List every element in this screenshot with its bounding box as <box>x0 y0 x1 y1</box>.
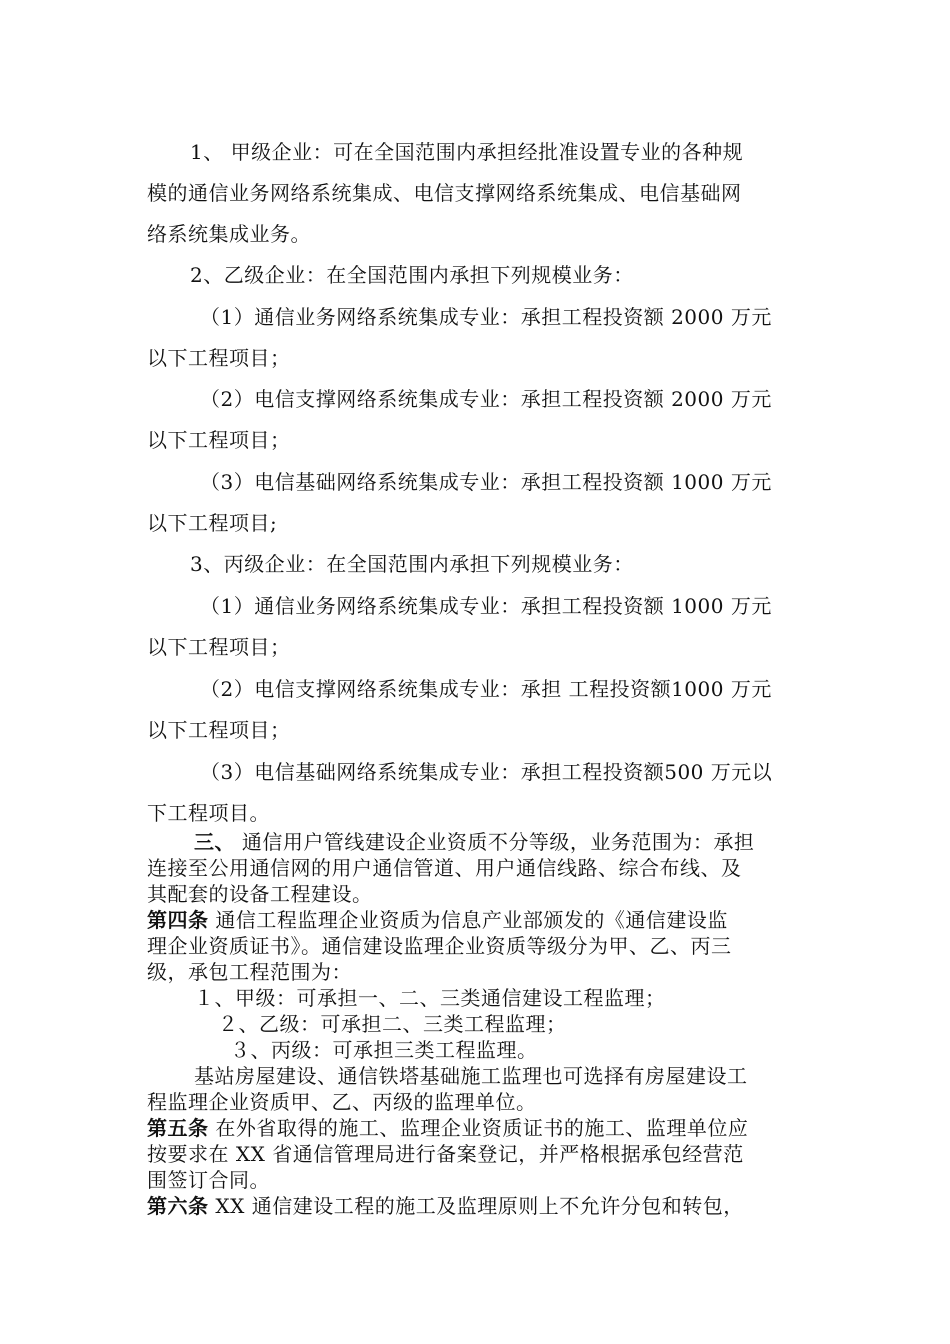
article-four-line-2: 理企业资质证书》。通信建设监理企业资质等级分为甲、乙、丙三 <box>147 934 732 958</box>
section-three-text: 通信用户管线建设企业资质不分等级，业务范围为：承担 <box>235 830 755 854</box>
section-three-line-3: 其配套的设备工程建设。 <box>147 882 373 906</box>
class-b-item-1-line-1: （1）通信业务网络系统集成专业：承担工程投资额 2000 万元 <box>200 305 772 329</box>
paragraph-class-a-line-1: 1、 甲级企业：可在全国范围内承担经批准设置专业的各种规 <box>190 140 744 164</box>
class-c-item-2-line-1: （2）电信支撑网络系统集成专业：承担 工程投资额1000 万元 <box>200 677 772 701</box>
class-c-item-2-line-2: 以下工程项目； <box>147 718 291 742</box>
article-four-item-2: ２、乙级：可承担二、三类工程监理； <box>218 1012 567 1036</box>
article-four-line-3: 级，承包工程范围为： <box>147 960 352 984</box>
article-six-heading: 第六条 <box>147 1194 209 1218</box>
article-four-line-1 <box>147 908 728 932</box>
paragraph-class-c-heading: 3、丙级企业：在全国范围内承担下列规模业务： <box>190 552 634 576</box>
class-c-item-3-line-2: 下工程项目。 <box>147 801 270 825</box>
class-b-item-2-line-1: （2）电信支撑网络系统集成专业：承担工程投资额 2000 万元 <box>200 387 772 411</box>
section-three-heading: 三、 <box>194 830 235 854</box>
article-four-note-line-1: 基站房屋建设、通信铁塔基础施工监理也可选择有房屋建设工 <box>194 1064 748 1088</box>
paragraph-class-a-line-3: 络系统集成业务。 <box>147 222 311 246</box>
class-c-item-1-line-1: （1）通信业务网络系统集成专业：承担工程投资额 1000 万元 <box>200 594 772 618</box>
class-b-item-1-line-2: 以下工程项目； <box>147 346 291 370</box>
article-five-heading: 第五条 <box>147 1116 209 1140</box>
section-three-line-2: 连接至公用通信网的用户通信管道、用户通信线路、综合布线、及 <box>147 856 742 880</box>
article-four-item-1: １、甲级：可承担一、二、三类通信建设工程监理； <box>194 986 666 1010</box>
class-b-item-2-line-2: 以下工程项目； <box>147 428 291 452</box>
section-three-line-1 <box>194 830 754 854</box>
article-four-item-3: ３、丙级：可承担三类工程监理。 <box>230 1038 538 1062</box>
class-b-item-3-line-1: （3）电信基础网络系统集成专业：承担工程投资额 1000 万元 <box>200 470 772 494</box>
paragraph-class-b-heading: 2、乙级企业：在全国范围内承担下列规模业务： <box>190 263 634 287</box>
article-five-line-1 <box>147 1116 748 1140</box>
paragraph-class-a-line-2: 模的通信业务网络系统集成、电信支撑网络系统集成、电信基础网 <box>147 181 742 205</box>
article-four-note-line-2: 程监理企业资质甲、乙、丙级的监理单位。 <box>147 1090 537 1114</box>
article-four-text: 通信工程监理企业资质为信息产业部颁发的《通信建设监 <box>208 908 728 932</box>
article-four-heading: 第四条 <box>147 908 209 932</box>
class-c-item-1-line-2: 以下工程项目； <box>147 635 291 659</box>
article-five-line-2: 按要求在 XX 省通信管理局进行备案登记，并严格根据承包经营范 <box>147 1142 744 1166</box>
article-six-text: XX 通信建设工程的施工及监理原则上不允许分包和转包， <box>208 1194 744 1218</box>
article-five-text: 在外省取得的施工、监理企业资质证书的施工、监理单位应 <box>208 1116 749 1140</box>
article-five-line-3: 围签订合同。 <box>147 1168 270 1192</box>
class-b-item-3-line-2: 以下工程项目; <box>147 511 278 535</box>
article-six-line-1 <box>147 1194 744 1218</box>
class-c-item-3-line-1: （3）电信基础网络系统集成专业：承担工程投资额500 万元以 <box>200 760 773 784</box>
